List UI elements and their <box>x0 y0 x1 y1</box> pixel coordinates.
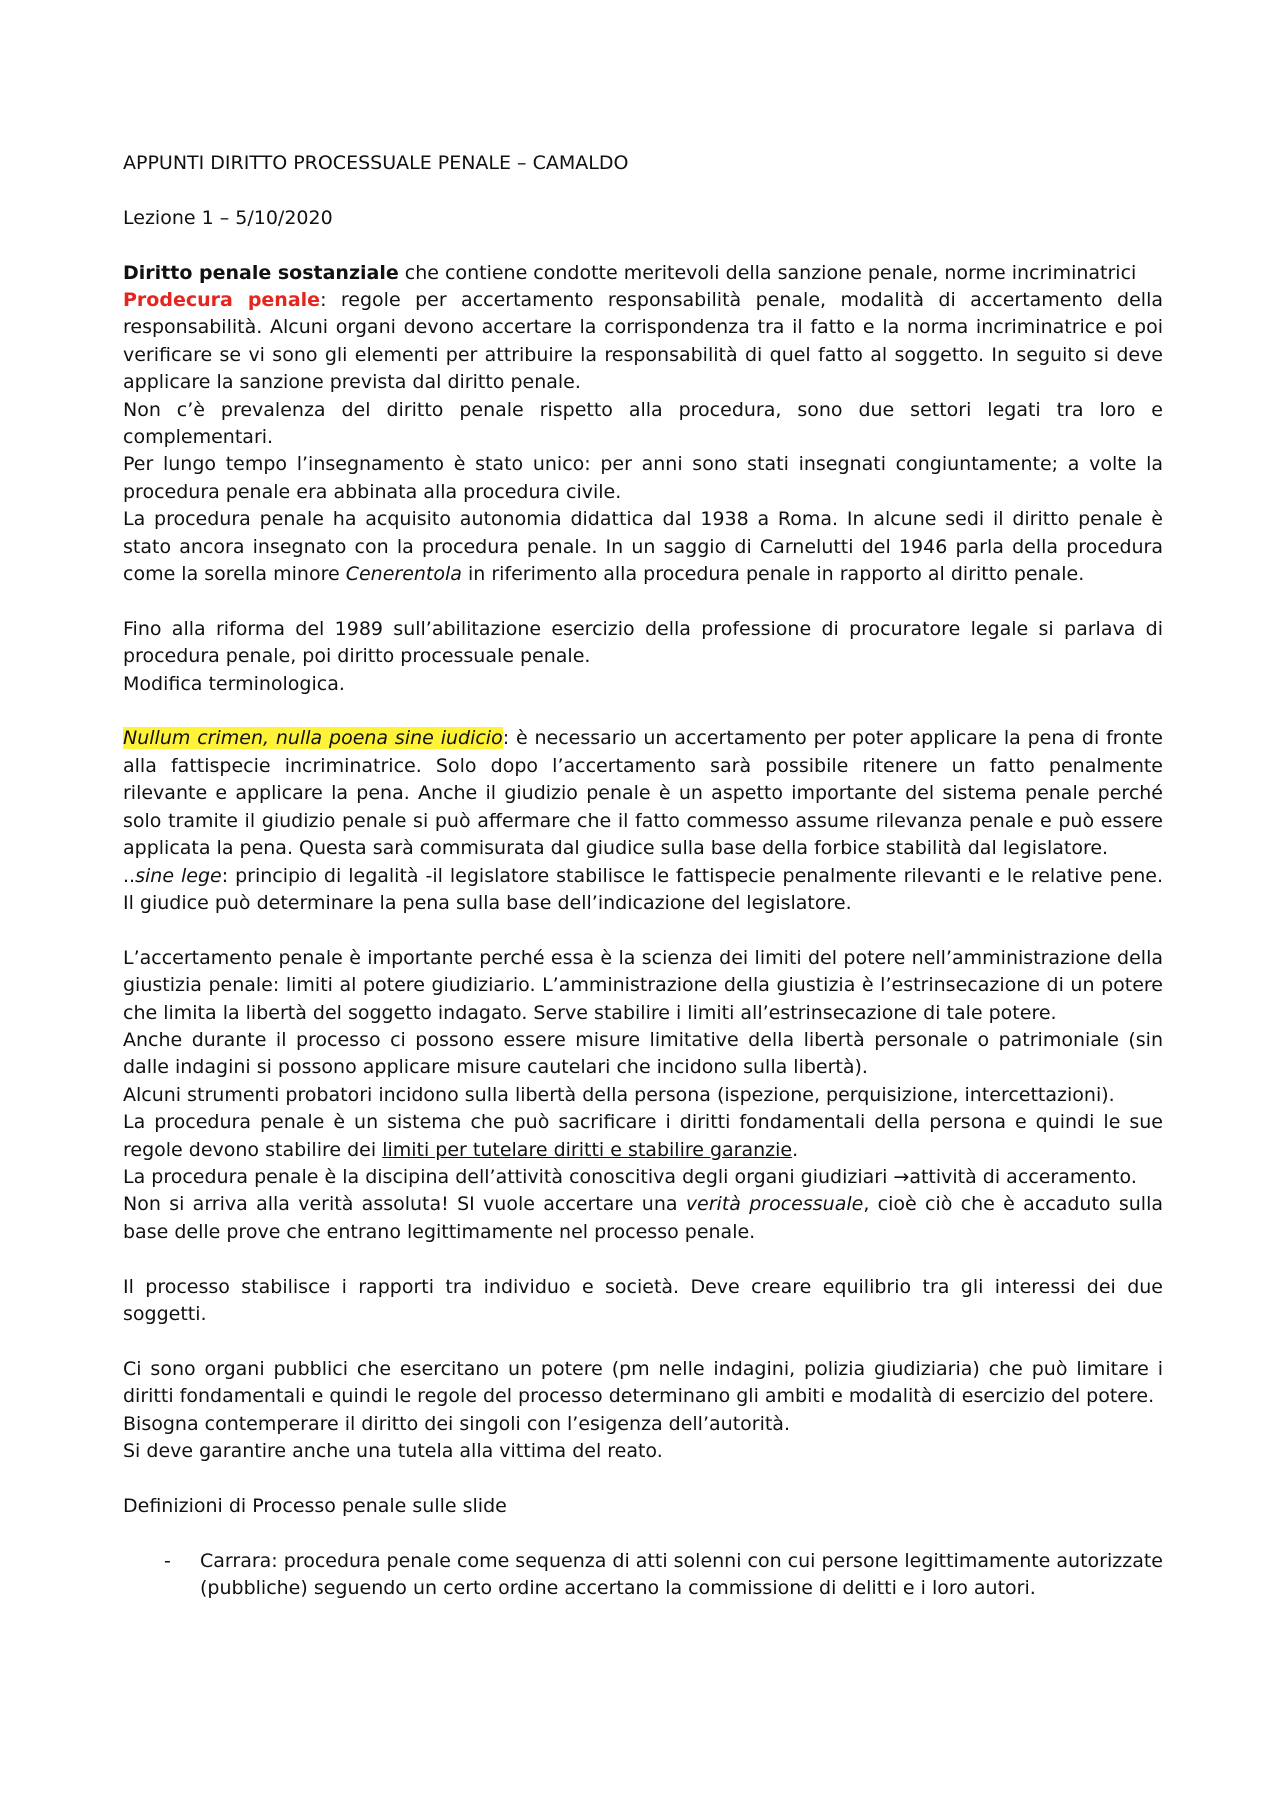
paragraph-modifica: Modifica terminologica. <box>123 672 345 695</box>
paragraph-diritto-sostanziale <box>123 260 1163 287</box>
paragraph-text: che contiene condotte meritevoli della sanzione penale, norme incriminatrici <box>398 261 1137 284</box>
paragraph-prevalenza: Non c’è prevalenza del diritto penale rispetto alla procedura, sono due settori legati tra loro e complementari. <box>123 398 1163 449</box>
prefix-dots: .. <box>123 864 136 887</box>
paragraph-insegnamento: Per lungo tempo l’insegnamento è stato unico: per anni sono stati insegnati congiuntamente; a volte la procedura penale era abbinata alla procedura civile. <box>123 453 1163 503</box>
paragraph-text: . <box>792 1138 799 1161</box>
paragraph-contemperare: Bisogna contemperare il diritto dei singoli con l’esigenza dell’autorità. <box>123 1412 790 1435</box>
paragraph-text: : principio di legalità -il legislatore stabilisce le fattispecie penalmente rilevanti e le relative pene. Il giudice può determinare la pena sulla base dell’indicazione del legislatore. <box>123 864 1164 914</box>
term-sine-lege: sine lege <box>135 864 222 887</box>
term-procedura-penale: Prodecura penale <box>123 289 321 311</box>
paragraph-diritti-fondamentali <box>123 1109 1163 1164</box>
paragraph-rapporti: Il processo stabilisce i rapporti tra individuo e società. Deve creare equilibrio tra gli interessi dei due soggetti. <box>123 1275 1163 1325</box>
paragraph-text: La procedura penale ha acquisito autonomia didattica dal 1938 a Roma. In alcune sedi il diritto penale è stato ancora insegnato con la procedura penale. In un saggio di Carnelutti del 1946 parla della procedura come la sorella minore <box>123 508 1163 586</box>
paragraph-text: in riferimento alla procedura penale in rapporto al diritto penale. <box>461 563 1085 586</box>
underlined-limiti-garanzie: limiti per tutelare diritti e stabilire garanzie <box>382 1138 793 1161</box>
paragraph-autonomia <box>123 506 1163 588</box>
paragraph-sine-lege <box>123 863 1163 918</box>
highlighted-term-nullum-crimen: Nullum crimen, nulla poena sine iudicio <box>123 727 503 750</box>
document-title: APPUNTI DIRITTO PROCESSUALE PENALE – CAMALDO <box>123 152 629 174</box>
bullet-dash: - <box>164 1549 171 1572</box>
lesson-heading: Lezione 1 – 5/10/2020 <box>123 206 333 229</box>
paragraph-procedura-penale <box>123 287 1163 397</box>
paragraph-organi-pubblici: Ci sono organi pubblici che esercitano un potere (pm nelle indagini, polizia giudiziaria) che può limitare i diritti fondamentali e quindi le regole del processo determinano gli ambiti e modalità di esercizio del potere. <box>123 1357 1163 1408</box>
paragraph-misure-limitative: Anche durante il processo ci possono essere misure limitative della libertà personale o patrimoniale (sin dalle indagini si possono applicare misure cautelari che incidono sulla libertà). <box>123 1028 1163 1079</box>
paragraph-nullum-crimen <box>123 725 1163 862</box>
paragraph-disciplina: La procedura penale è la discipina dell’attività conoscitiva degli organi giudiziari →attività di acceramento. <box>123 1165 1137 1188</box>
paragraph-strumenti-probatori: Alcuni strumenti probatori incidono sulla libertà della persona (ispezione, perquisizione, intercettazioni). <box>123 1083 1115 1106</box>
paragraph-text: La procedura penale è un sistema che può sacrificare i diritti fondamentali della persona e quindi le sue regole devono stabilire dei <box>123 1111 1163 1161</box>
paragraph-accertamento: L’accertamento penale è importante perché essa è la scienza dei limiti del potere nell’amministrazione della giustizia penale: limiti al potere giudiziario. L’amministrazione della giustizia è l’estrinsecazione di un potere che limita la libertà del soggetto indagato. Serve stabilire i limiti all’estrinsecazione di tale potere. <box>123 946 1163 1024</box>
term-diritto-sostanziale: Diritto penale sostanziale <box>123 261 399 284</box>
list-item <box>123 1548 1163 1603</box>
list-item-text: Carrara: procedura penale come sequenza di atti solenni con cui persone legittimamente autorizzate (pubbliche) seguendo un certo ordine accertano la commissione di delitti e i loro autori. <box>200 1549 1163 1599</box>
paragraph-riforma-1989: Fino alla riforma del 1989 sull’abilitazione esercizio della professione di procuratore legale si parlava di procedura penale, poi diritto processuale penale. <box>123 617 1163 668</box>
paragraph-definizioni: Definizioni di Processo penale sulle slide <box>123 1494 507 1517</box>
term-cenerentola: Cenerentola <box>345 563 462 586</box>
document-page <box>123 150 1163 1602</box>
paragraph-verita <box>123 1191 1163 1246</box>
term-verita-processuale: verità processuale <box>685 1193 864 1216</box>
paragraph-text: Non si arriva alla verità assoluta! SI vuole accertare una <box>123 1193 686 1216</box>
paragraph-vittima: Si deve garantire anche una tutela alla vittima del reato. <box>123 1439 663 1462</box>
paragraph-text: : regole per accertamento responsabilità penale, modalità di accertamento della responsabilità. Alcuni organi devono accertare la corrispondenza tra il fatto e la norma incriminatrice e poi verificare se vi sono gli elementi per attribuire la responsabilità di quel fatto al soggetto. In seguito si deve applicare la sanzione prevista dal diritto penale. <box>123 289 1163 394</box>
paragraph-text: , cioè ciò che è accaduto sulla base delle prove che entrano legittimamente nel processo penale. <box>123 1193 1163 1243</box>
paragraph-text: : è necessario un accertamento per poter applicare la pena di fronte alla fattispecie incriminatrice. Solo dopo l’accertamento sarà possibile ritenere un fatto penalmente rilevante e applicare la pena. Anche il giudizio penale è un aspetto importante del sistema penale perché solo tramite il giudizio penale si può affermare che il fatto commesso assume rilevanza penale e può essere applicata la pena. Questa sarà commisurata dal giudice sulla base della forbice stabilità dal legislatore. <box>123 727 1163 860</box>
